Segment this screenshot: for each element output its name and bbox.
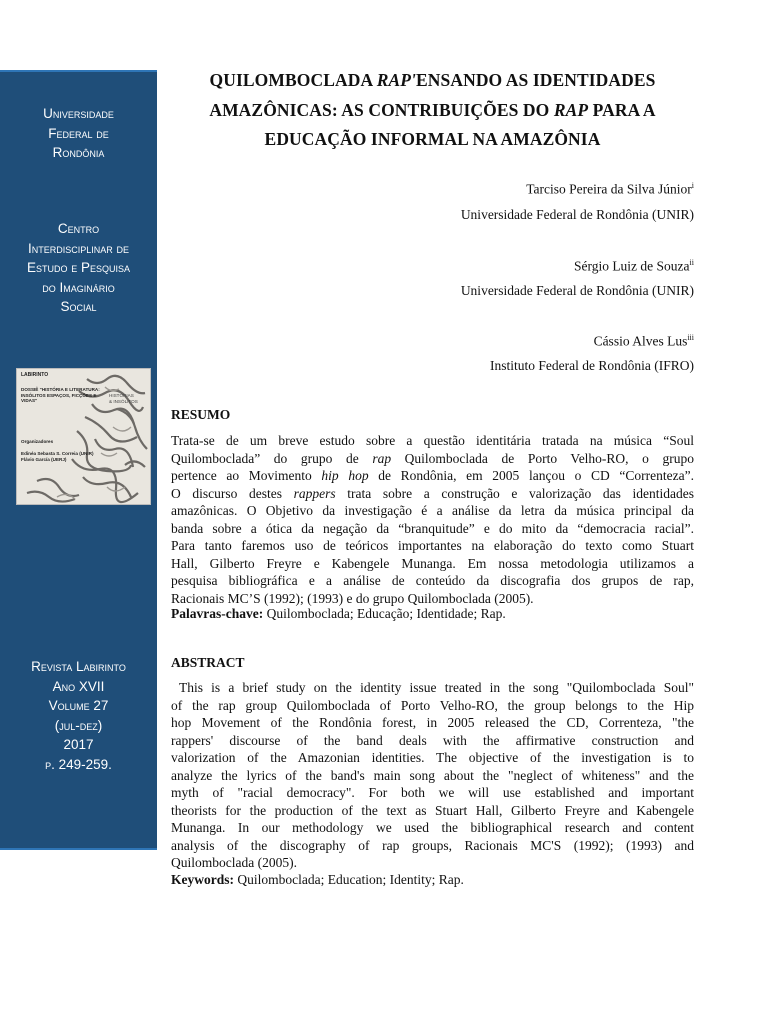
author-footnote-mark: ii [689, 258, 694, 267]
resumo-line: Trata-se de um breve estudo sobre a questão identitária tratada na música “Soul [171, 433, 694, 448]
author-name-text: Sérgio Luiz de Souza [573, 258, 690, 274]
title-text: ENSANDO AS IDENTIDADES [416, 70, 656, 90]
abstract-line: hop Movement of the Rondônia forest, in 2005 released the CD, Correnteza, "the [171, 715, 694, 730]
keywords-value: Quilomboclada; Educação; Identidade; Rap. [263, 606, 506, 621]
resumo-line: O discurso destes rappers trata sobre a construção e valorização das identidades [171, 485, 694, 501]
abstract-body [171, 679, 694, 872]
author-footnote-mark: iii [687, 333, 694, 342]
center-line: Social [60, 299, 97, 314]
keywords-label: Palavras-chave: [171, 606, 264, 621]
resumo-line: amazônicas. O Objetivo da investigação é a análise da letra da música principal da [171, 503, 694, 518]
research-center-name [0, 219, 157, 317]
resumo-line: banda sobre a ótica da negação da “branquitude” e do mito da “democracia racial”. [171, 520, 694, 536]
cover-organizer: Flávio García (UERJ) [21, 456, 67, 462]
university-line: Universidade [43, 106, 114, 121]
cover-organizers-label: Organizadores [21, 439, 54, 444]
author-name [594, 333, 694, 350]
resumo-line: Racionais MC’S (1992); (1993) e do grupo Quilomboclada (2005). [171, 590, 534, 606]
abstract-line: myth of "racial democracy". For both we will use established and important [171, 785, 694, 800]
resumo-line: pesquisa bibliográfica e a análise de conteúdo da discografia dos grupos de rap, [171, 573, 694, 588]
center-line: do Imaginário [42, 279, 115, 295]
abstract-line: analyze the lyrics of the band's main song about the "neglect of whiteness" and the [171, 767, 694, 783]
resumo-body [171, 432, 694, 607]
cover-dossie-line: DOSSIÊ "HISTÓRIA E LITERATURA: [21, 387, 100, 392]
author-name [526, 181, 694, 198]
resumo-keywords [171, 606, 506, 622]
author-affiliation: Instituto Federal de Rondônia (IFRO) [490, 358, 694, 373]
title-line-2 [175, 96, 690, 126]
journal-line: Ano XVII [52, 678, 105, 694]
title-text: PARA A [588, 99, 656, 120]
title-line-1 [175, 66, 690, 96]
journal-issue-info [0, 657, 157, 774]
cover-dossie [21, 387, 100, 404]
title-italic: RAP' [376, 70, 416, 90]
journal-line: 2017 [63, 737, 94, 752]
abstract-heading: ABSTRACT [171, 655, 245, 670]
cover-side-line: HISTÓRIAS [109, 393, 134, 398]
cover-side-line: & INSÓLITOS [109, 398, 138, 404]
cover-brand: LABIRINTO [21, 372, 49, 378]
resumo-line: pertence ao Movimento hip hop de Rondônia, em 2005 lançou o CD “Correnteza”. [171, 468, 694, 483]
journal-line: Volume 27 [48, 698, 109, 713]
cover-organizer: Edinéa Sebasta S. Correia (UNIR) [21, 451, 94, 456]
article-title [175, 66, 690, 155]
journal-line: (jul-dez) [54, 717, 103, 733]
center-line: Centro [57, 221, 100, 236]
cover-side-title [109, 393, 138, 404]
journal-cover-image [16, 368, 151, 505]
abstract-line: theorists for the production of the text as Stuart Hall, Gilberto Freyre and Kabengele [171, 802, 694, 818]
resumo-heading: RESUMO [171, 407, 231, 422]
university-line: Rondônia [52, 145, 105, 160]
resumo-line: Hall, Gilberto Freyre e Kabengele Munanga. Em nossa metodologia utilizamos a [171, 555, 694, 571]
journal-line: p. 249-259. [45, 756, 112, 772]
author-name-text: Tarciso Pereira da Silva Júnior [526, 181, 692, 197]
abstract-line: valorization of the Amazonian identities. The objective of the investigation is to [171, 750, 694, 765]
abstract-line: analysis of the discography of rap groups, Racionais MC'S (1992); (1993) and [171, 837, 694, 853]
abstract-line: This is a brief study on the identity issue treated in the song "Quilomboclada Soul" [171, 680, 694, 695]
keywords-label: Keywords: [171, 872, 234, 887]
keywords-value: Quilomboclada; Education; Identity; Rap. [234, 872, 464, 887]
cover-organizers [21, 451, 94, 462]
university-name [0, 104, 157, 163]
title-text: AMAZÔNICAS: AS CONTRIBUIÇÕES DO [209, 99, 554, 120]
title-italic: RAP [553, 99, 589, 120]
resumo-line: Quilomboclada” do grupo de rap Quilomboclada de Porto Velho-RO, o grupo [171, 450, 694, 466]
cover-dossie-line: INSÓLITOS ESPAÇOS, FICÇÕES E [21, 392, 97, 398]
author-affiliation: Universidade Federal de Rondônia (UNIR) [460, 207, 694, 222]
abstract-line: Munanga. In our methodology we used the bibliographical research and content [171, 820, 694, 835]
abstract-line: of the rap group Quilomboclada of Porto Velho-RO, the group belongs to the Hip [171, 697, 694, 713]
abstract-keywords [171, 872, 464, 888]
abstract-line: Quilomboclada (2005). [171, 855, 297, 870]
title-text: QUILOMBOCLADA [209, 70, 377, 90]
author-name [574, 258, 694, 275]
resumo-line: Para tanto faremos uso de teóricos importantes na elaboração do texto como Stuart [171, 538, 694, 553]
title-line-3: EDUCAÇÃO INFORMAL NA AMAZÔNIA [264, 129, 601, 149]
author-affiliation: Universidade Federal de Rondônia (UNIR) [460, 283, 694, 298]
journal-line: Revista Labirinto [31, 659, 126, 674]
university-line: Federal de [48, 125, 109, 141]
cover-dossie-line: VIDAS" [21, 398, 38, 404]
author-name-text: Cássio Alves Lus [593, 333, 688, 349]
abstract-line: rappers' discourse of the band deals with the affirmative construction and [171, 732, 694, 748]
journal-sidebar [0, 70, 157, 850]
center-line: Estudo e Pesquisa [26, 260, 131, 275]
center-line: Interdisciplinar de [27, 240, 130, 256]
author-footnote-mark: i [691, 181, 694, 190]
